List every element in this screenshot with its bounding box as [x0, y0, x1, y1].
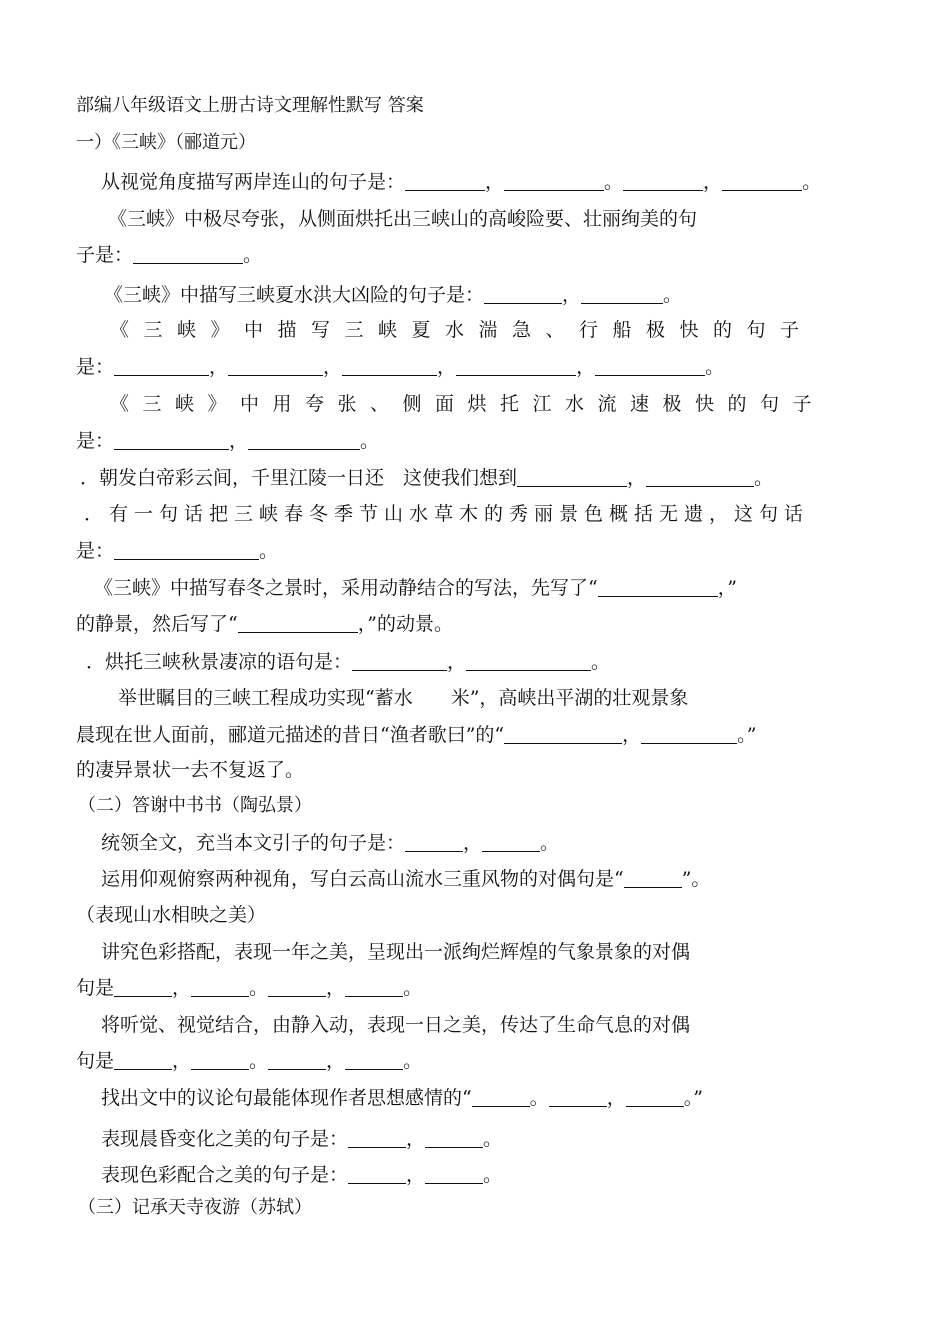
answer-blank: [624, 865, 682, 888]
answer-blank: [342, 353, 437, 376]
s1-question-10-line2: 晨现在世人面前，郦道元描述的昔日“渔者歌曰”的“ ， 。”: [76, 720, 756, 750]
answer-blank: [504, 721, 622, 744]
answer-blank: [191, 974, 249, 997]
answer-blank: [348, 1125, 406, 1148]
answer-blank: [345, 1047, 403, 1070]
answer-blank: [598, 574, 718, 597]
s1-question-7-line1: ．有一句话把三峡春冬季节山水草木的秀丽景色概括无遗，这句话: [84, 503, 810, 525]
answer-blank: [238, 610, 358, 633]
answer-blank: [504, 168, 604, 191]
s1-question-7-line2: 是： 。: [76, 536, 278, 566]
answer-blank: [405, 829, 463, 852]
s1-question-5-line2: 是： ， 。: [76, 426, 379, 456]
answer-blank: [228, 353, 323, 376]
s1-question-4-line1: 《三峡》中描写三峡夏水湍急、行船极快的句子: [110, 319, 814, 341]
answer-blank: [405, 168, 485, 191]
answer-blank: [456, 353, 576, 376]
s2-question-2-line1: 运用仰观俯察两种视角，写白云高山流水三重风物的对偶句是“ ”。: [101, 864, 710, 894]
document-title: 部编八年级语文上册古诗文理解性默写 答案: [76, 95, 424, 116]
answer-blank: [425, 1125, 483, 1148]
s1-question-4-line2: 是： ， ， ， ， 。: [76, 352, 724, 382]
s1-question-6: ．朝发白帝彩云间，千里江陵一日还 这使我们想到 ， 。: [80, 463, 773, 493]
answer-blank: [352, 648, 447, 671]
answer-blank: [641, 721, 737, 744]
s1-question-1: 从视觉角度描写两岸连山的句子是： ， 。 ， 。: [101, 167, 821, 197]
answer-blank: [345, 974, 403, 997]
section-1-heading: 一）《三峡》（郦道元）: [76, 132, 256, 153]
s2-question-3-line1: 讲究色彩搭配，表现一年之美，呈现出一派绚烂辉煌的气象景象的对偶: [101, 941, 691, 963]
answer-blank: [191, 1047, 249, 1070]
s1-question-8-line1: 《三峡》中描写春冬之景时，采用动静结合的写法，先写了“ ，”: [94, 573, 737, 603]
answer-blank: [482, 829, 540, 852]
answer-blank: [133, 241, 243, 264]
s1-question-10-line1: 举世瞩目的三峡工程成功实现“蓄水 米”，高峡出平湖的壮观景象: [118, 687, 689, 709]
s2-question-1: 统领全文，充当本文引子的句子是： ， 。: [101, 828, 559, 858]
answer-blank: [114, 353, 209, 376]
s2-question-5: 找出文中的议论句最能体现作者思想感情的“ 。 ， 。”: [101, 1083, 703, 1113]
answer-blank: [425, 1161, 483, 1184]
s1-question-2-line1: 《三峡》中极尽夸张，从侧面烘托出三峡山的高峻险要、壮丽绚美的句: [108, 208, 698, 230]
answer-blank: [623, 168, 703, 191]
section-2-heading: （二）答谢中书书（陶弘景）: [78, 795, 312, 816]
s1-question-8-line2: 的静景，然后写了“ ，”的动景。: [76, 609, 453, 639]
s2-question-2-line2: （表现山水相映之美）: [76, 904, 267, 926]
s1-question-3: 《三峡》中描写三峡夏水洪大凶险的句子是： ， 。: [104, 280, 682, 310]
s2-question-3-line2: 句是 ， 。 ， 。: [76, 973, 422, 1003]
answer-blank: [114, 974, 172, 997]
section-3-heading: （三）记承天寺夜游（苏轼）: [78, 1197, 312, 1218]
s1-question-10-line3: 的凄异景状一去不复返了。: [76, 759, 305, 781]
answer-blank: [114, 1047, 172, 1070]
answer-blank: [114, 427, 229, 450]
answer-blank: [722, 168, 802, 191]
s1-question-9: ．烘托三峡秋景凄凉的语句是： ， 。: [86, 647, 610, 677]
answer-blank: [517, 464, 627, 487]
s2-question-4-line1: 将听觉、视觉结合，由静入动，表现一日之美，传达了生命气息的对偶: [101, 1014, 691, 1036]
answer-blank: [595, 353, 705, 376]
answer-blank: [581, 281, 663, 304]
answer-blank: [268, 974, 326, 997]
answer-blank: [248, 427, 360, 450]
answer-blank: [114, 537, 259, 560]
s1-question-2-line2: 子是： 。: [76, 240, 262, 270]
s2-question-4-line2: 句是 ， 。 ， 。: [76, 1046, 422, 1076]
s2-question-6: 表现晨昏变化之美的句子是： ， 。: [101, 1124, 502, 1154]
answer-blank: [484, 281, 562, 304]
answer-blank: [268, 1047, 326, 1070]
answer-blank: [466, 648, 591, 671]
answer-blank: [646, 464, 754, 487]
answer-blank: [626, 1084, 684, 1107]
s2-question-7: 表现色彩配合之美的句子是： ， 。: [101, 1160, 502, 1190]
answer-blank: [348, 1161, 406, 1184]
answer-blank: [549, 1084, 607, 1107]
s1-question-5-line1: 《三峡》中用夸张、侧面烘托江水流速极快的句子: [110, 393, 826, 415]
answer-blank: [472, 1084, 530, 1107]
